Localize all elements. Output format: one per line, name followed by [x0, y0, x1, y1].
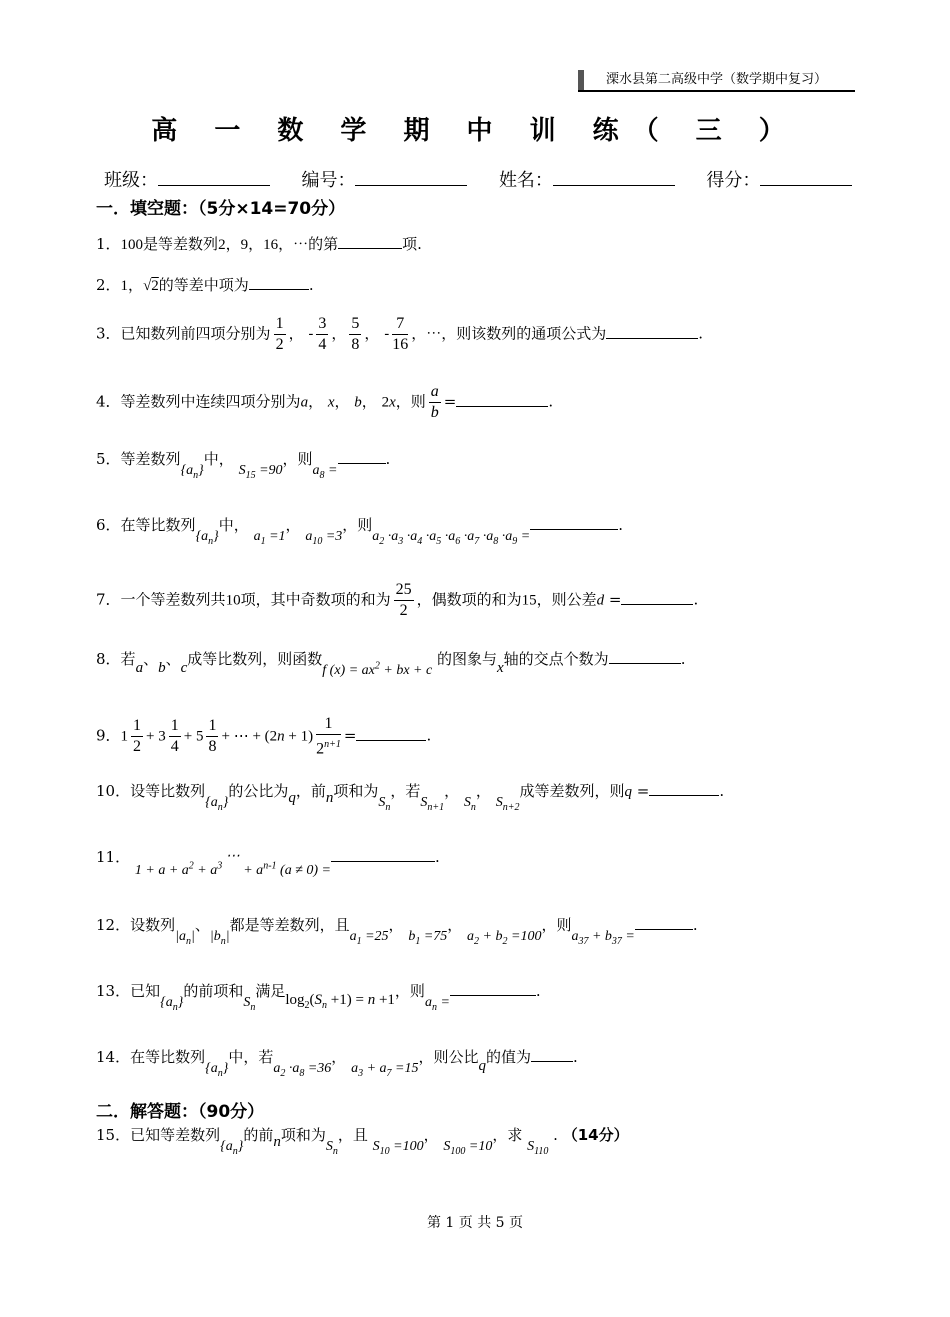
question-1: 1．100是等差数列2，9，16，⋯的第 项.	[96, 235, 422, 253]
answer-blank-12[interactable]	[635, 915, 693, 930]
answer-blank-1[interactable]	[338, 234, 402, 249]
page-title: 高 一 数 学 期 中 训 练（ 三 ）	[151, 116, 799, 146]
school-header: 溧水县第二高级中学（数学期中复习）	[578, 70, 855, 92]
answer-blank-11[interactable]	[331, 847, 435, 862]
question-10: 10．设等比数列$\{a_n\}$的公比为q，前n项和为$S_n$，若$S_{n+1}$， $S_n$， $S_{n+2}$成等差数列，则q = .	[96, 782, 725, 813]
question-14: 14．在等比数列$\{a_n\}$中，若$a_2 \cdot a_8 =36$， $a_3 + a_7 =15$，则公比q的值为 .	[96, 1048, 578, 1079]
answer-blank-5[interactable]	[338, 449, 386, 464]
answer-blank-6[interactable]	[530, 515, 618, 530]
question-6: 6．在等比数列$\{a_n\}$中， $a_1 =1$， $a_{10} =3$，则$a_2 \cdot a_3 \cdot a_4 \cdot a_5 \cdot a_6 \cdot a_7 \cdot a_8 \cdot a_9$ =.	[96, 516, 624, 547]
answer-blank-9[interactable]	[356, 726, 426, 741]
answer-blank-10[interactable]	[649, 781, 719, 796]
name-label: 姓名：	[498, 170, 553, 191]
question-9: 9．1 $\frac{1}{2}$ + 3 $\frac{1}{4}$ + 5 $\frac{1}{8}$ + ⋯ + (2n + 1) $\frac{1}{2^{n+1}}$ = .	[96, 715, 432, 758]
question-13: 13．已知$\{a_n\}$的前项和$S_n$满足$\log_2(S_n +1) = n +1$，则$a_n$ =.	[96, 982, 541, 1013]
answer-blank-2[interactable]	[249, 275, 309, 290]
question-3: 3．已知数列前四项分别为 $\frac{1}{2}$ ， - $\frac{3}{4}$ ， $\frac{5}{8}$ ， - $\frac{7}{16}$ ，⋯，则该数列的通项公式为 .	[96, 315, 704, 353]
question-12: 12．设数列$|a_n|$、$|b_n|$都是等差数列，且$a_1 =25$， $b_1 =75$， $a_2 + b_2 =100$，则$a_{37} + b_{37}$ =.	[96, 916, 698, 947]
question-15: 15．已知等差数列$\{a_n\}$的前n项和为$S_n$，且 $S_{10} =100$， $S_{100} =10$，求 $S_{110}$ . （14分）	[96, 1126, 629, 1157]
score-label: 得分：	[706, 170, 761, 191]
class-label: 班级：	[104, 170, 158, 191]
class-blank[interactable]	[158, 167, 270, 186]
student-info-line	[104, 166, 852, 192]
section-answer-heading: 二．解答题：（90分）	[96, 1102, 265, 1122]
question-2: 2．1，√2的等差中项为 .	[96, 276, 314, 294]
score-blank[interactable]	[760, 167, 852, 186]
page-footer: 第 1 页 共 5 页	[426, 1215, 524, 1231]
number-label: 编号：	[301, 170, 356, 191]
question-11: 11． $1 + a + a^2 + a^3$ ⋯ + $a^{n-1}$ (a ≠ 0) =.	[96, 848, 440, 878]
question-8: 8．若a、b、c成等比数列，则函数f $(x) = ax^2$ + bx + c 的图象与x轴的交点个数为 .	[96, 650, 686, 678]
answer-blank-4[interactable]	[456, 392, 548, 407]
question-4: 4．等差数列中连续四项分别为a， x， b， 2x，则 $\frac{a}{b}$ = .	[96, 383, 554, 421]
answer-blank-8[interactable]	[609, 649, 681, 664]
number-blank[interactable]	[355, 167, 467, 186]
answer-blank-13[interactable]	[450, 981, 536, 996]
name-blank[interactable]	[553, 167, 675, 186]
question-5: 5．等差数列$\{a_n\}$中， $S_{15} =90$，则$a_8$ =.	[96, 450, 391, 481]
answer-blank-14[interactable]	[531, 1047, 573, 1062]
section-fill-in-heading: 一．填空题：（5分×14=70分）	[96, 199, 346, 219]
question-7: 7．一个等差数列共10项，其中奇数项的和为 $\frac{25}{2}$ ，偶数项的和为15，则公差d = .	[96, 581, 699, 619]
answer-blank-7[interactable]	[621, 590, 693, 605]
answer-blank-3[interactable]	[606, 324, 698, 339]
